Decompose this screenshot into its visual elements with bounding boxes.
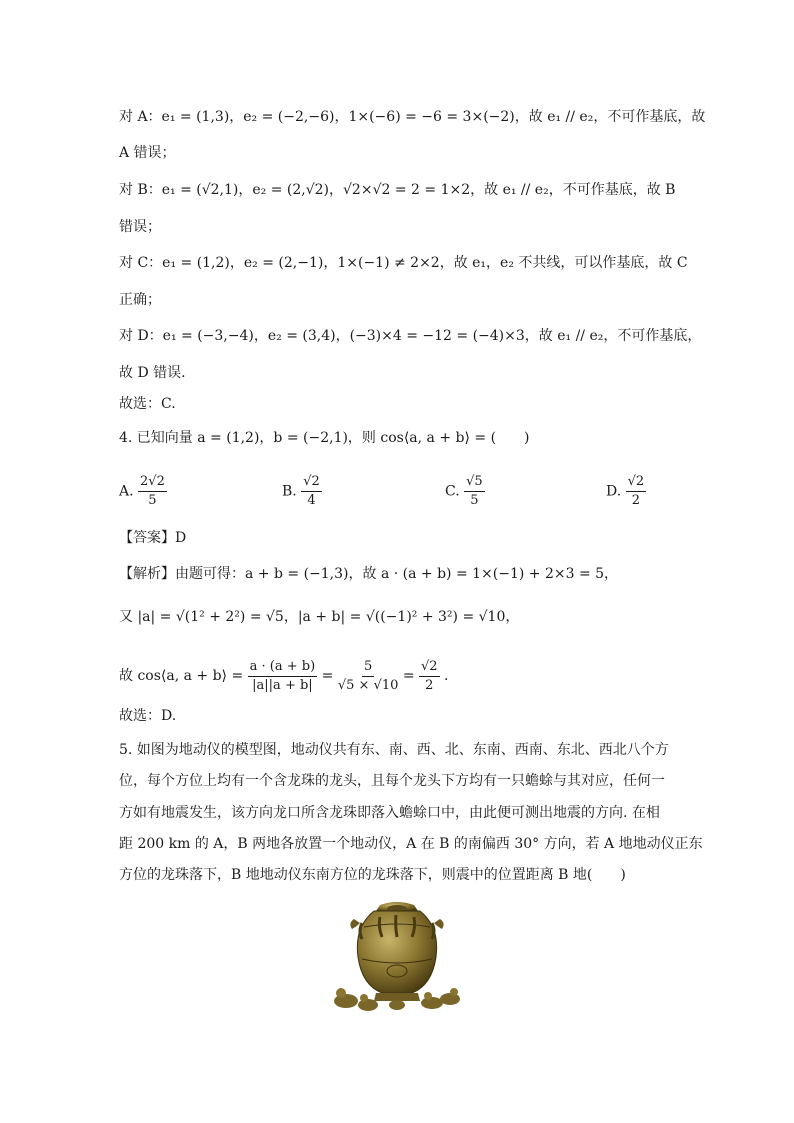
option-a-fraction	[138, 473, 167, 510]
option-c-label: C.	[445, 483, 460, 500]
formula-denominator-1: |a||a + b|	[252, 677, 313, 693]
option-a-label: A.	[119, 483, 134, 500]
analysis-line-2: 又 |a| = √(1² + 2²) = √5，|a + b| = √((−1)² + 3²) = √10，	[119, 609, 520, 625]
solution-line-b: 对 B：e₁ = (√2,1)，e₂ = (2,√2)，√2×√2 = 2 = 1×2，故 e₁ // e₂，不可作基底，故 B	[119, 182, 676, 198]
seismograph-illustration	[332, 897, 462, 1012]
option-c-denominator: 5	[470, 493, 479, 508]
option-a-denominator: 5	[148, 493, 157, 508]
solution-line-c: 对 C：e₁ = (1,2)，e₂ = (2,−1)，1×(−1) ≠ 2×2，故 e₁，e₂ 不共线，可以作基底，故 C	[119, 255, 688, 271]
formula-denominator-2: √5 × √10	[337, 677, 399, 693]
option-a	[119, 473, 167, 510]
seismograph-image	[332, 897, 462, 1012]
option-c-numerator: √5	[464, 473, 485, 492]
option-a-numerator: 2√2	[138, 473, 167, 492]
solution-line-d-cont: 故 D 错误.	[119, 365, 186, 381]
formula-numerator-3: √2	[419, 658, 440, 677]
cos-expression: 故 cos⟨a, a + b⟩ =	[119, 668, 244, 684]
formula-fraction-2	[338, 658, 399, 695]
answer-choice-3: 故选：C.	[119, 396, 176, 412]
equals-sign-1: =	[321, 668, 334, 684]
option-b-numerator: √2	[301, 473, 322, 492]
answer-4: 【答案】D	[119, 530, 187, 546]
option-b-label: B.	[282, 483, 297, 500]
option-b	[282, 473, 322, 510]
period: .	[444, 668, 449, 684]
solution-line-a: 对 A：e₁ = (1,3)，e₂ = (−2,−6)，1×(−6) = −6 = 3×(−2)，故 e₁ // e₂，不可作基底，故	[119, 109, 706, 125]
formula-numerator-2: 5	[362, 658, 374, 677]
solution-line-b-cont: 错误；	[119, 219, 161, 235]
solution-line-a-cont: A 错误；	[119, 145, 176, 161]
option-d-numerator: √2	[626, 473, 647, 492]
question-5-line-5: 方位的龙珠落下，B 地地动仪东南方位的龙珠落下，则震中的位置距离 B 地( )	[119, 867, 626, 883]
option-d-denominator: 2	[631, 493, 641, 508]
option-d	[606, 473, 646, 510]
option-d-fraction	[626, 473, 647, 510]
question-5-line-1: 5. 如图为地动仪的模型图，地动仪共有东、南、西、北、东南、西南、东北、西北八个方	[119, 742, 669, 758]
solution-line-d: 对 D：e₁ = (−3,−4)，e₂ = (3,4)，(−3)×4 = −12 = (−4)×3，故 e₁ // e₂，不可作基底，	[119, 328, 702, 344]
answer-choice-4: 故选：D.	[119, 708, 177, 724]
formula-numerator-1: a · (a + b)	[248, 658, 318, 677]
question-4: 4. 已知向量 a = (1,2)，b = (−2,1)，则 cos⟨a, a + b⟩ = ( )	[119, 430, 530, 446]
option-b-fraction	[301, 473, 322, 510]
equals-sign-2: =	[402, 668, 415, 684]
formula-fraction-1	[248, 658, 318, 695]
analysis-line-3	[119, 656, 448, 696]
option-d-label: D.	[606, 483, 622, 500]
formula-denominator-3: 2	[425, 677, 434, 693]
analysis-line-1: 【解析】由题可得：a + b = (−1,3)，故 a · (a + b) = 1×(−1) + 2×3 = 5，	[119, 566, 619, 582]
option-c-fraction	[464, 473, 485, 510]
question-5-line-4: 距 200 km 的 A，B 两地各放置一个地动仪，A 在 B 的南偏西 30° 方向，若 A 地地动仪正东	[119, 836, 703, 852]
solution-line-c-cont: 正确；	[119, 292, 161, 308]
formula-fraction-3	[419, 658, 440, 695]
option-b-denominator: 4	[307, 493, 316, 508]
question-5-line-2: 位，每个方位上均有一个含龙珠的龙头，且每个龙头下方均有一只蟾蜍与其对应，任何一	[119, 773, 665, 789]
question-5-line-3: 方如有地震发生，该方向龙口所含龙珠即落入蟾蜍口中，由此便可测出地震的方向. 在相	[119, 805, 660, 821]
option-c	[445, 473, 485, 510]
